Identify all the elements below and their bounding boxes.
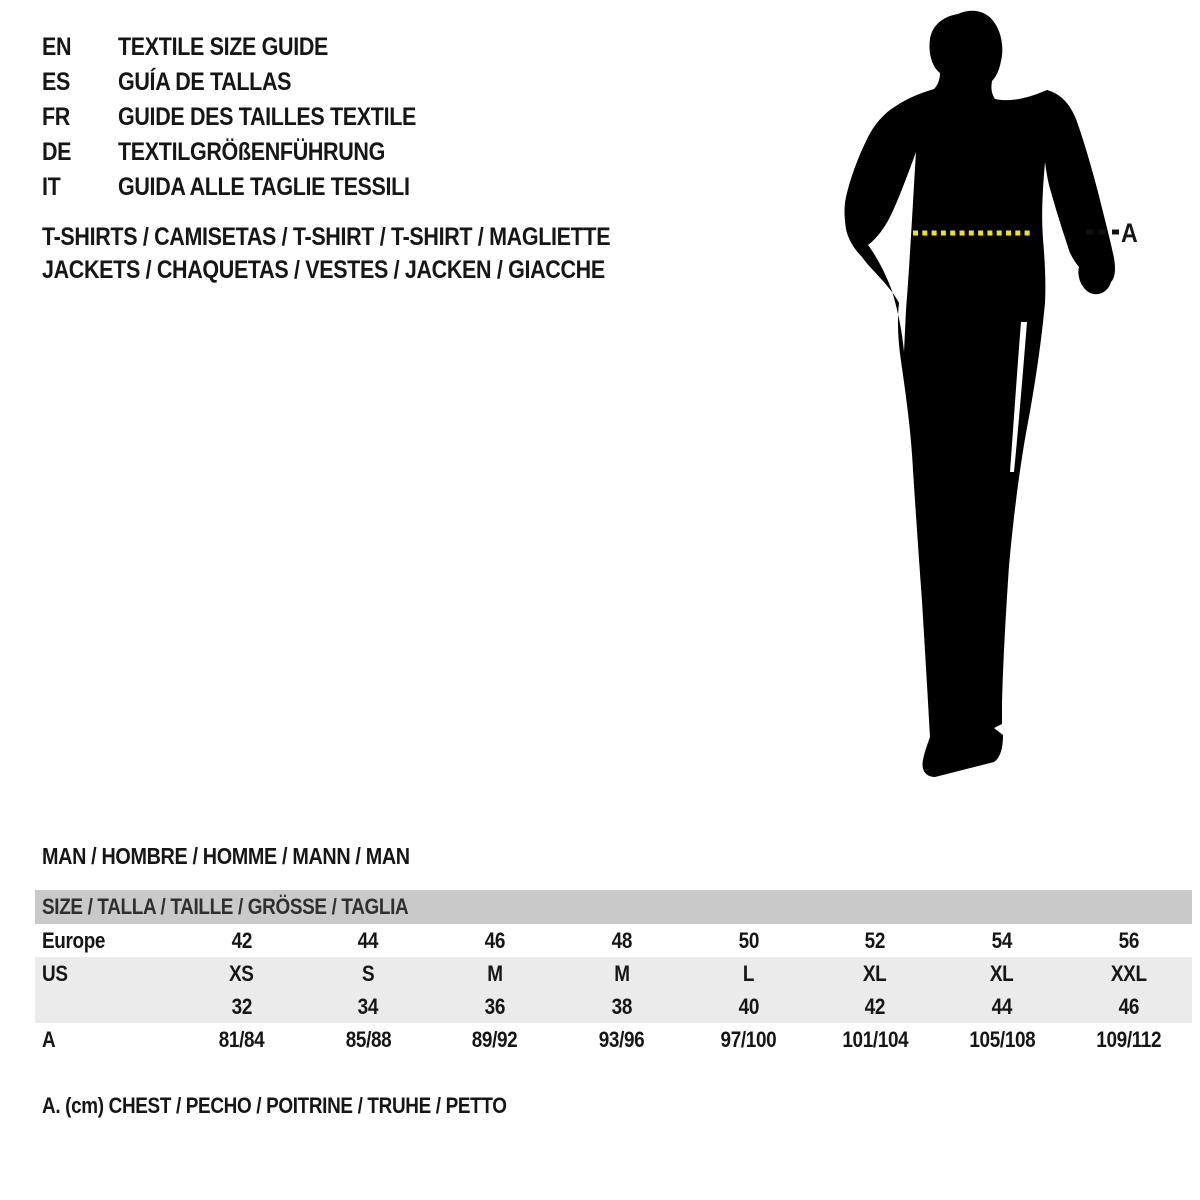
cell: 48 [611, 927, 632, 953]
man-section-title: MAN / HOMBRE / HOMME / MANN / MAN [42, 843, 410, 869]
cell: 54 [991, 927, 1013, 953]
cell: 44 [357, 927, 379, 953]
language-row-en [42, 30, 465, 65]
cell: 38 [611, 993, 632, 1019]
cell: 101/104 [842, 1026, 909, 1052]
language-row-es [42, 65, 465, 100]
cell: 42 [864, 993, 886, 1019]
language-label: TEXTILGRÖßENFÜHRUNG [118, 138, 385, 166]
man-silhouette [818, 0, 1148, 790]
cell: 46 [1118, 993, 1139, 1019]
row-label: Europe [42, 927, 106, 953]
table-row-europe [35, 924, 1192, 957]
cell: 89/92 [472, 1026, 518, 1052]
category-line-tshirts: T-SHIRTS / CAMISETAS / T-SHIRT / T-SHIRT / MAGLIETTE [42, 223, 611, 251]
measurement-footnote: A. (cm) CHEST / PECHO / POITRINE / TRUHE / PETTO [42, 1093, 507, 1118]
language-label: TEXTILE SIZE GUIDE [118, 33, 329, 61]
cell: S [361, 960, 375, 986]
row-label: US [42, 960, 68, 986]
language-row-de [42, 135, 465, 170]
cell: 42 [231, 927, 252, 953]
language-row-fr [42, 100, 465, 135]
cell: 52 [864, 927, 886, 953]
language-code: FR [42, 103, 70, 131]
language-code: EN [42, 33, 72, 61]
cell: 93/96 [598, 1026, 645, 1052]
cell: 40 [738, 993, 759, 1019]
language-list [42, 30, 465, 205]
language-code: DE [42, 138, 72, 166]
cell: XL [990, 960, 1014, 986]
language-row-it [42, 170, 465, 205]
category-lines [42, 221, 703, 287]
man-silhouette-path [845, 11, 1116, 777]
language-label: GUÍA DE TALLAS [118, 68, 292, 96]
size-table-header: SIZE / TALLA / TAILLE / GRÖSSE / TAGLIA [35, 890, 1192, 924]
cell: L [742, 960, 754, 986]
cell: M [487, 960, 503, 986]
cell: 109/112 [1096, 1026, 1162, 1052]
cell: XXL [1110, 960, 1147, 986]
cell: XS [229, 960, 254, 986]
cell: 81/84 [218, 1026, 265, 1052]
cell: XL [863, 960, 887, 986]
row-label [35, 994, 178, 1020]
language-label: GUIDE DES TAILLES TEXTILE [118, 103, 417, 131]
language-label: GUIDA ALLE TAGLIE TESSILI [118, 173, 410, 201]
row-label: A [42, 1026, 56, 1052]
cell: 85/88 [345, 1026, 391, 1052]
cell: 32 [231, 993, 252, 1019]
language-code: ES [42, 68, 71, 96]
size-table [35, 890, 1192, 1056]
cell: 44 [991, 993, 1013, 1019]
measure-label-a: A [1121, 218, 1138, 248]
cell: M [613, 960, 630, 986]
cell: 56 [1118, 927, 1139, 953]
category-line-jackets: JACKETS / CHAQUETAS / VESTES / JACKEN / GIACCHE [42, 256, 605, 284]
table-row-chest-a [35, 1023, 1192, 1056]
cell: 50 [738, 927, 759, 953]
table-row-numeric [35, 990, 1192, 1023]
table-row-us [35, 957, 1192, 990]
cell: 97/100 [720, 1026, 777, 1052]
language-code: IT [42, 173, 61, 201]
cell: 34 [357, 993, 379, 1019]
man-figure [818, 0, 1148, 790]
cell: 36 [484, 993, 506, 1019]
cell: 46 [484, 927, 506, 953]
cell: 105/108 [968, 1026, 1035, 1052]
